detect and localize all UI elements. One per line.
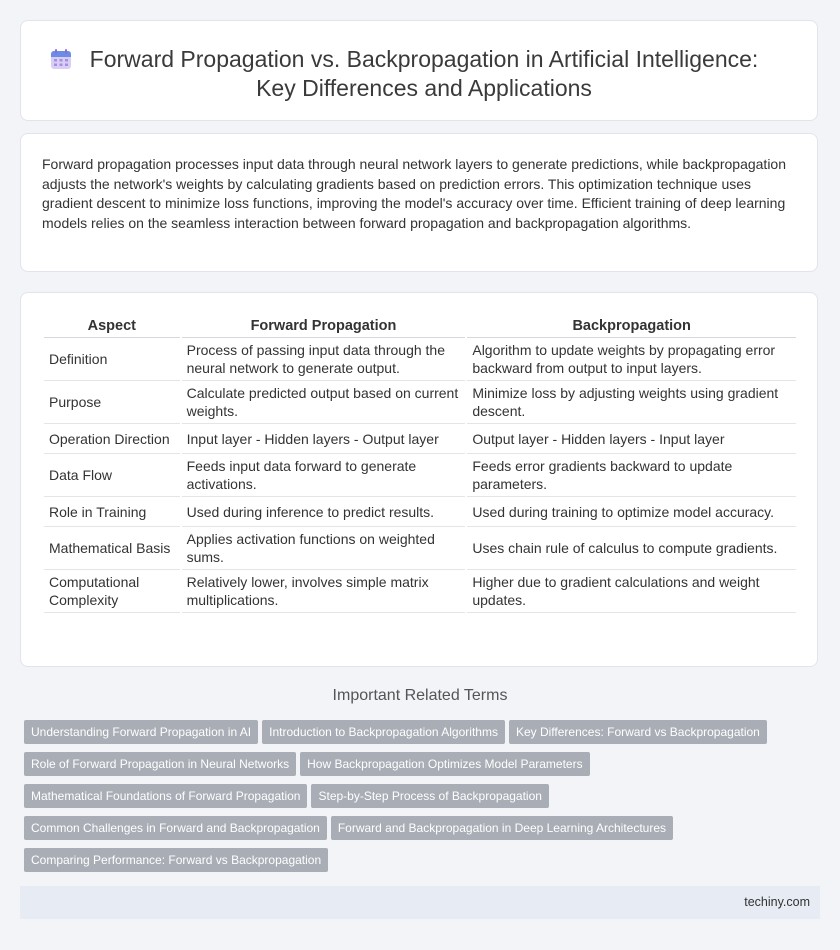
intro-paragraph: Forward propagation processes input data through neural network layers to generate predictions, while backpropagation adjusts the network's weights by calculating gradients based on prediction errors. This optimization technique uses gradient descent to minimize loss functions, improving the model's accuracy over time. Efficient training of deep learning models relies on the seamless interaction between forward propagation and backpropagation algorithms. [42,156,787,231]
related-term-tag[interactable]: Forward and Backpropagation in Deep Learning Architectures [331,816,673,840]
cell-aspect: Role in Training [44,497,180,527]
cell-backward: Feeds error gradients backward to update parameters. [467,454,796,497]
intro-card [20,133,818,272]
comparison-table-card [20,292,818,667]
table-row [44,497,796,527]
related-term-tag[interactable]: Step-by-Step Process of Backpropagation [311,784,548,808]
related-terms-title: Important Related Terms [332,687,508,704]
cell-backward: Used during training to optimize model accuracy. [467,497,796,527]
cell-forward: Feeds input data forward to generate activations. [182,454,466,497]
table-row [44,424,796,454]
related-term-tag[interactable]: Key Differences: Forward vs Backpropagation [509,720,767,744]
cell-forward: Relatively lower, involves simple matrix multiplications. [182,570,466,613]
cell-backward: Output layer - Hidden layers - Input layer [467,424,796,454]
related-term-tag[interactable]: How Backpropagation Optimizes Model Parameters [300,752,589,776]
cell-aspect: Purpose [44,381,180,424]
cell-forward: Process of passing input data through the neural network to generate output. [182,338,466,381]
cell-aspect: Computational Complexity [44,570,180,613]
page-title [51,45,797,103]
cell-aspect: Operation Direction [44,424,180,454]
cell-backward: Uses chain rule of calculus to compute gradients. [467,527,796,570]
related-terms-list [24,720,804,880]
header-aspect: Aspect [44,315,180,338]
table-row [44,454,796,497]
header-backpropagation: Backpropagation [467,315,796,338]
table-row [44,381,796,424]
footer-site-link[interactable]: techiny.com [744,895,810,909]
table-row [44,570,796,613]
cell-backward: Minimize loss by adjusting weights using gradient descent. [467,381,796,424]
cell-forward: Input layer - Hidden layers - Output layer [182,424,466,454]
cell-aspect: Data Flow [44,454,180,497]
cell-backward: Higher due to gradient calculations and weight updates. [467,570,796,613]
footer [20,886,820,919]
cell-aspect: Definition [44,338,180,381]
cell-forward: Applies activation functions on weighted sums. [182,527,466,570]
comparison-table [42,315,798,613]
page-title-line-1: Forward Propagation vs. Backpropagation in Artificial Intelligence: [89,46,759,72]
cell-aspect: Mathematical Basis [44,527,180,570]
related-term-tag[interactable]: Introduction to Backpropagation Algorithms [262,720,505,744]
table-header-row [44,315,796,338]
related-term-tag[interactable]: Mathematical Foundations of Forward Propagation [24,784,307,808]
header-card [20,20,818,121]
header-forward-propagation: Forward Propagation [182,315,466,338]
cell-forward: Used during inference to predict results. [182,497,466,527]
cell-backward: Algorithm to update weights by propagating error backward from output to input layers. [467,338,796,381]
page-title-line-2: Key Differences and Applications [256,75,592,101]
table-row [44,527,796,570]
related-term-tag[interactable]: Comparing Performance: Forward vs Backpropagation [24,848,328,872]
cell-forward: Calculate predicted output based on current weights. [182,381,466,424]
related-term-tag[interactable]: Understanding Forward Propagation in AI [24,720,258,744]
related-term-tag[interactable]: Role of Forward Propagation in Neural Networks [24,752,296,776]
table-row [44,338,796,381]
related-term-tag[interactable]: Common Challenges in Forward and Backpropagation [24,816,327,840]
